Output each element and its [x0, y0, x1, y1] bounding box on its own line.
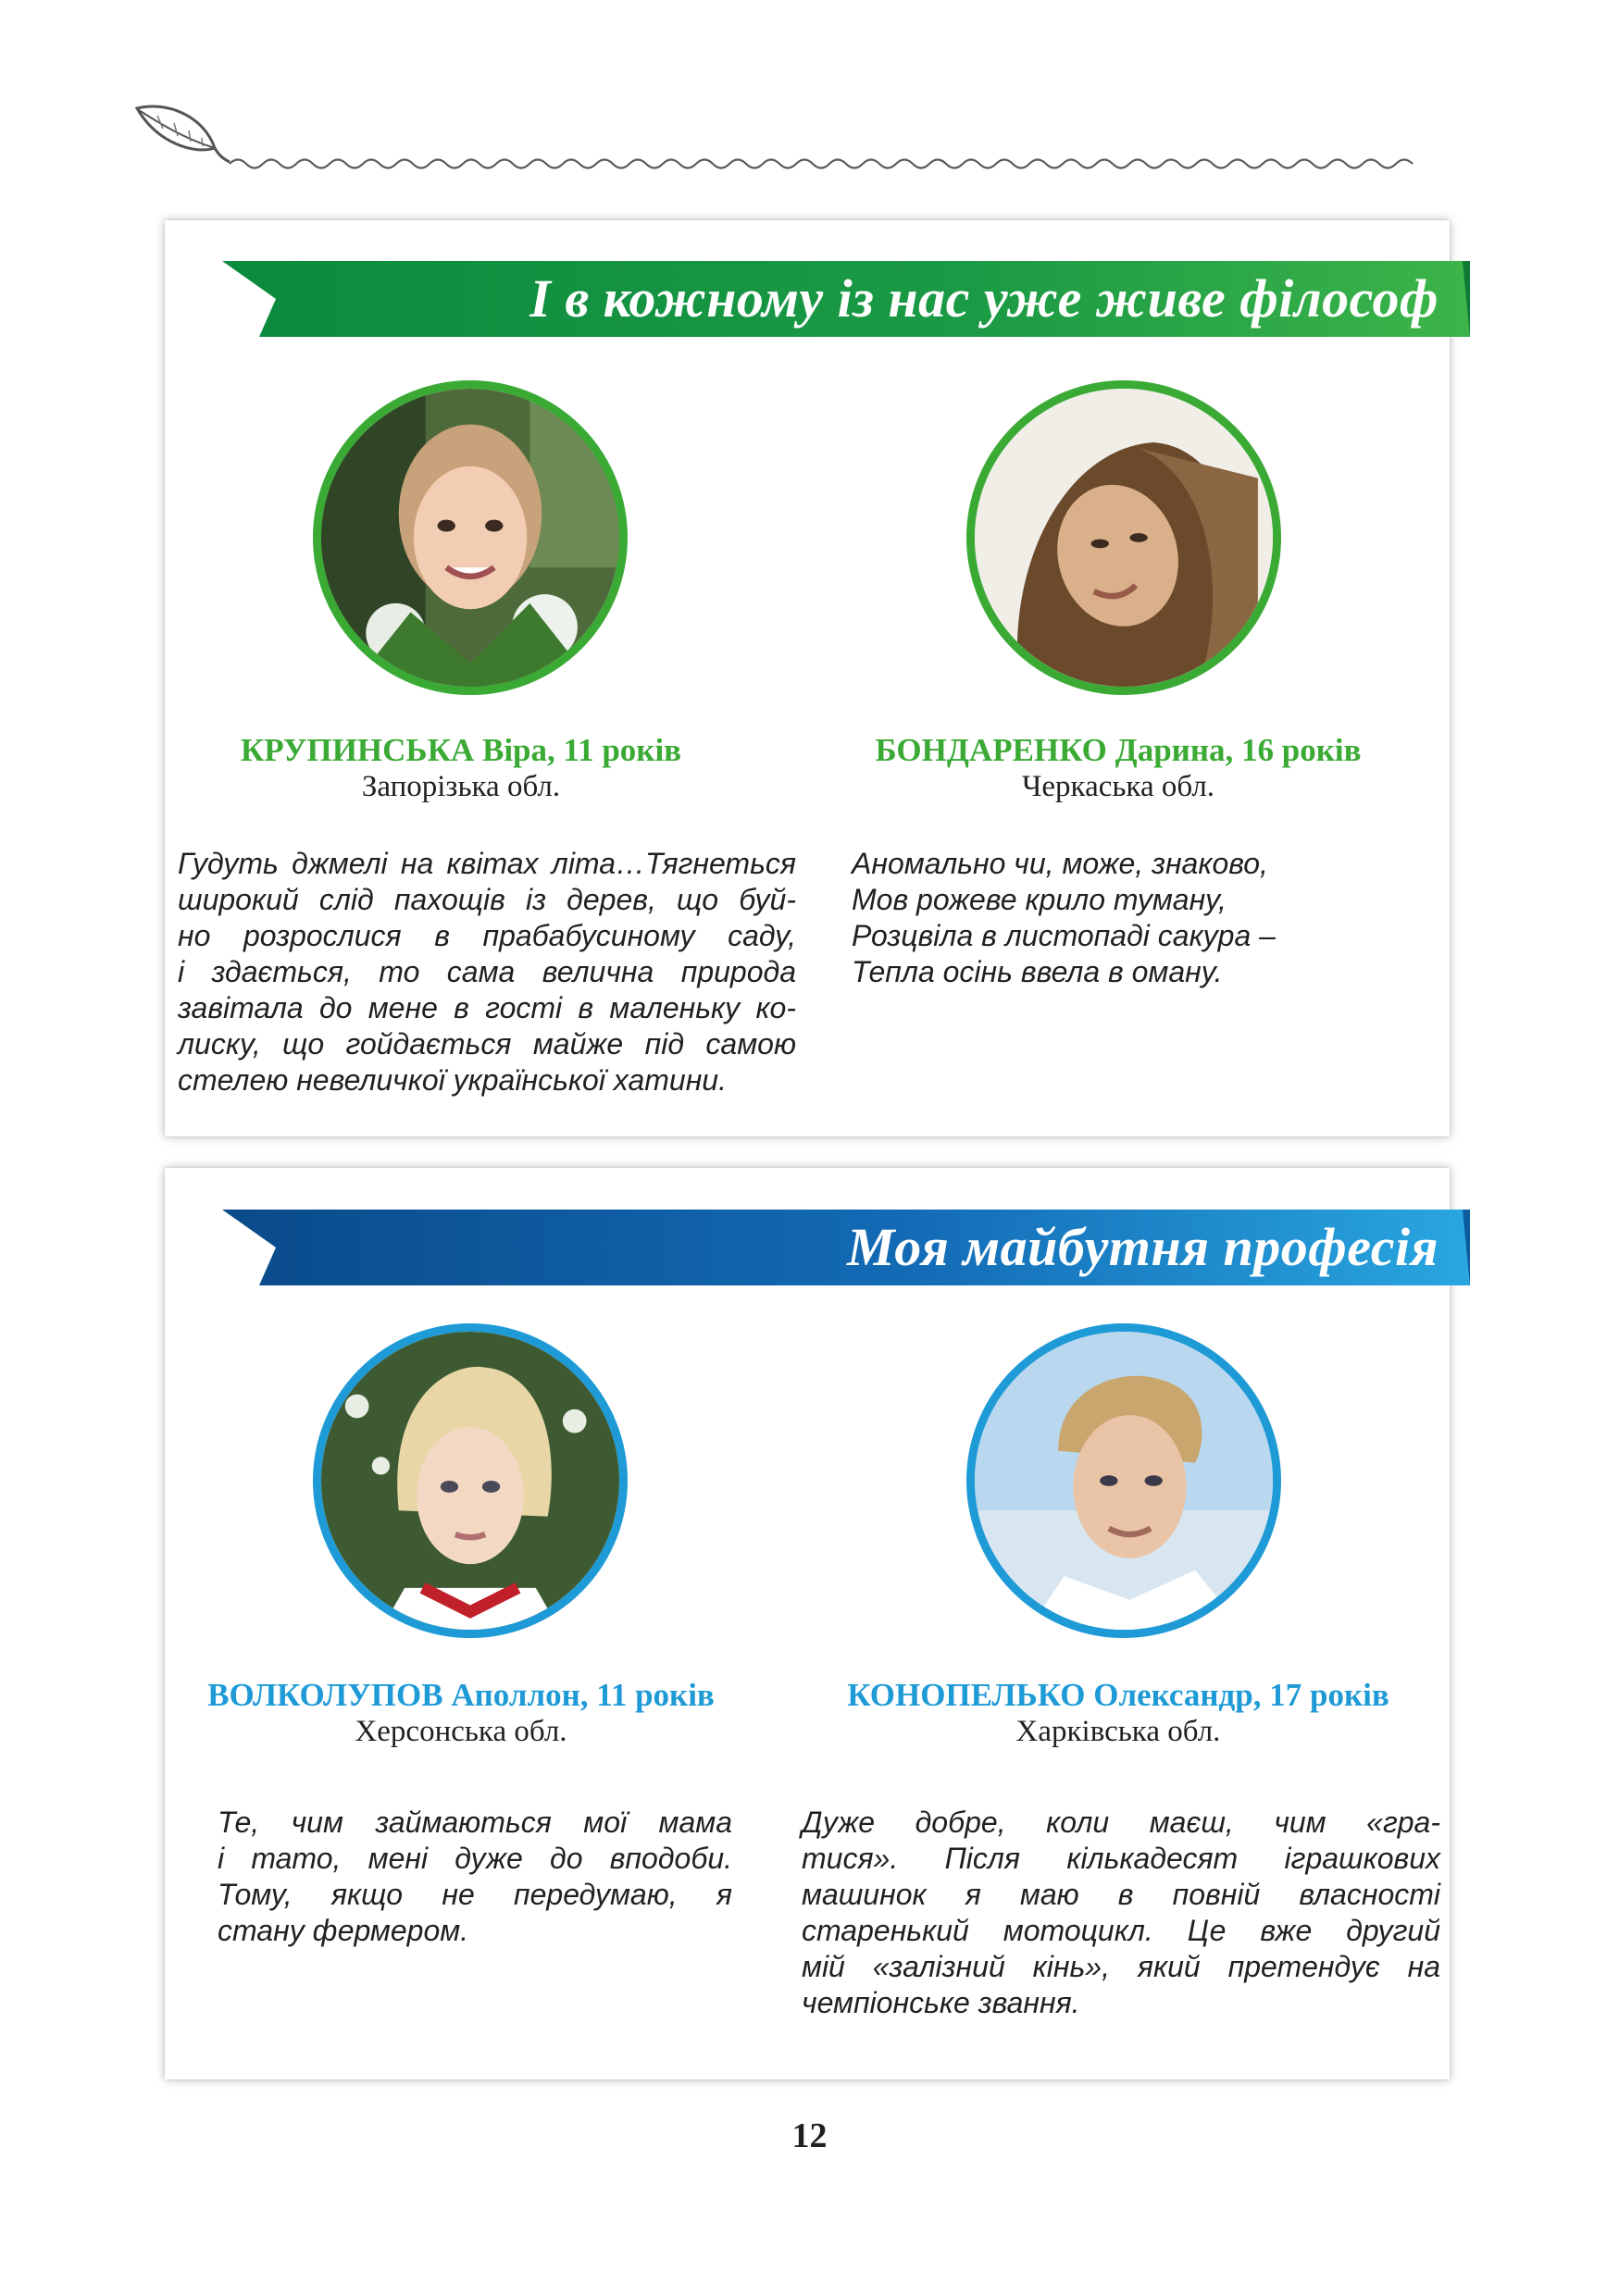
text-line: чемпіонське звання.	[802, 1986, 1080, 2019]
text-line: і здається, то сама величнa природа	[178, 955, 796, 988]
text-line: і тато, мені дуже до вподоби.	[218, 1842, 732, 1875]
text-line: Гудуть джмелі на квітах літа…Тягнеться	[178, 847, 796, 880]
person-region: Черкаська обл.	[1021, 770, 1215, 803]
text-line: завітала до мене в гості в маленьку ко-	[178, 991, 796, 1024]
text-line: машинок я маю в повній власності	[802, 1878, 1440, 1911]
section-card-philosopher	[165, 220, 1450, 1136]
person-text	[178, 846, 796, 1098]
portrait-photo	[313, 1323, 628, 1638]
section-title: Моя майбутня професія	[847, 1217, 1438, 1277]
person-region: Херсонська обл.	[355, 1715, 567, 1748]
portrait-photo	[966, 1323, 1281, 1638]
text-line: Дуже добре, коли маєш, чим «гра-	[802, 1806, 1440, 1839]
text-line: стелею невеличкої української хатини.	[178, 1063, 727, 1097]
section-card-future-profession	[165, 1168, 1450, 2079]
wavy-line	[230, 160, 1413, 168]
text-line: широкий слід пахощів із дерев, що буй-	[178, 883, 796, 916]
text-line: лиску, що гойдається майже під самою	[178, 1027, 796, 1061]
person-name: БОНДАРЕНКО Дарина, 16 років	[875, 732, 1362, 768]
portrait-photo	[313, 380, 628, 695]
page-number: 12	[791, 2116, 828, 2155]
person-krupynska	[165, 220, 796, 1136]
person-name: ВОЛКОЛУПОВ Аполлон, 11 років	[207, 1677, 715, 1713]
section-title: І в кожному із нас уже живе філософ	[529, 268, 1438, 329]
text-line: Тепла осінь ввела в оману.	[852, 955, 1223, 988]
text-line: тися». Після кількадесят іграшкових	[802, 1842, 1440, 1875]
text-line: Тому, якщо не передумаю, я	[218, 1878, 732, 1911]
text-line: старенький мотоцикл. Це вже другий	[802, 1914, 1440, 1947]
text-line: мій «залізний кінь», який претендує на	[802, 1950, 1440, 1983]
person-text	[218, 1805, 732, 1949]
text-line: стану фермером.	[218, 1914, 469, 1947]
person-region: Харківська обл.	[1015, 1715, 1221, 1748]
person-name: КОНОПЕЛЬКО Олександр, 17 років	[847, 1677, 1389, 1713]
person-text	[802, 1805, 1440, 2021]
text-line: Те, чим займаються мої мама	[218, 1806, 732, 1839]
header-leaf-wave-decoration	[130, 97, 1463, 199]
portrait-photo	[966, 380, 1281, 695]
person-text	[852, 846, 1426, 990]
person-volkolupov	[165, 1168, 757, 2079]
text-line: но розрослися в прабабусиному саду,	[178, 919, 796, 952]
text-line: Мов рожеве крило туману,	[852, 883, 1227, 916]
person-konopelko	[802, 1168, 1440, 2079]
text-line: Розцвіла в листопаді сакура –	[852, 919, 1276, 952]
person-name: КРУПИНСЬКА Віра, 11 років	[240, 732, 682, 768]
person-region: Запорізька обл.	[361, 770, 561, 803]
person-bondarenko	[822, 220, 1414, 1136]
leaf-icon	[137, 106, 230, 162]
text-line: Аномально чи, може, знаково,	[852, 847, 1268, 880]
